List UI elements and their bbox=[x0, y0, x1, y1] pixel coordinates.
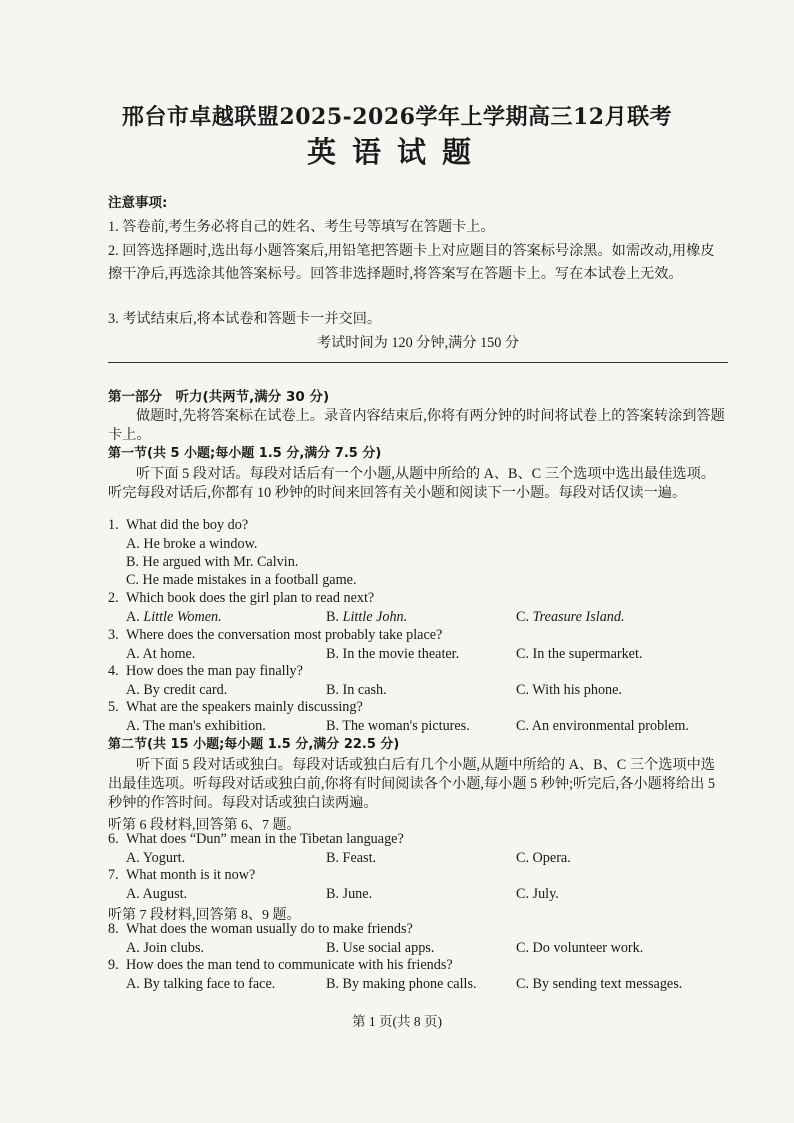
question-number: 7. bbox=[108, 867, 119, 883]
question-text: What month is it now? bbox=[126, 867, 256, 883]
question bbox=[108, 831, 404, 848]
option-c: C. In the supermarket. bbox=[516, 646, 643, 662]
subject-title: 英语试题 bbox=[306, 135, 487, 169]
part1-intro: 做题时,先将答案标在试卷上。录音内容结束后,你将有两分钟的时间将试卷上的答案转涂到答题卡上。 bbox=[108, 408, 725, 443]
question-number: 5. bbox=[108, 699, 119, 715]
notice-item: 3. 考试结束后,将本试卷和答题卡一并交回。 bbox=[108, 311, 382, 327]
question-number: 1. bbox=[108, 517, 119, 533]
question bbox=[108, 867, 256, 884]
question-number: 3. bbox=[108, 627, 119, 643]
section2-intro: 听下面 5 段对话或独白。每段对话或独白后有几个小题,从题中所给的 A、B、C 三个选项中选出最佳选项。听每段对话或独白前,你将有时间阅读各个小题,每小题 5 秒钟;听完后,各小题将给出 5 秒钟的作答时间。每段对话或独白读两遍。 bbox=[108, 757, 715, 811]
option-b: B. By making phone calls. bbox=[326, 976, 477, 992]
notice-item: 2. 回答选择题时,选出每小题答案后,用铅笔把答题卡上对应题目的答案标号涂黑。如需改动,用橡皮擦干净后,再选涂其他答案标号。回答非选择题时,将答案写在答题卡上。写在本试卷上无效。 bbox=[108, 243, 715, 282]
question bbox=[108, 517, 249, 534]
option-c: C. By sending text messages. bbox=[516, 976, 683, 992]
question-text: What does “Dun” mean in the Tibetan language? bbox=[126, 831, 404, 847]
question bbox=[108, 957, 453, 974]
option-b: B. Little John. bbox=[326, 609, 408, 625]
exam-title: 邢台市卓越联盟2025-2026学年上学期高三12月联考 bbox=[121, 104, 673, 130]
page-number: 第 1 页(共 8 页) bbox=[352, 1014, 442, 1029]
option-b: B. He argued with Mr. Calvin. bbox=[126, 554, 299, 570]
question bbox=[108, 699, 363, 716]
question-number: 9. bbox=[108, 957, 119, 973]
question-text: What does the woman usually do to make friends? bbox=[126, 921, 413, 937]
option-b: B. Feast. bbox=[326, 850, 377, 866]
question-text: Which book does the girl plan to read next? bbox=[126, 590, 375, 606]
section2-heading: 第二节(共 15 小题;每小题 1.5 分,满分 22.5 分) bbox=[108, 737, 400, 752]
option-b: B. June. bbox=[326, 886, 373, 902]
option-a: A. Little Women. bbox=[126, 609, 222, 625]
option-c: C. An environmental problem. bbox=[516, 718, 689, 734]
option-c: C. He made mistakes in a football game. bbox=[126, 572, 357, 588]
question-text: What are the speakers mainly discussing? bbox=[126, 699, 363, 715]
option-a: A. By talking face to face. bbox=[126, 976, 276, 992]
option-c: C. With his phone. bbox=[516, 682, 622, 698]
option-c: C. Do volunteer work. bbox=[516, 940, 644, 956]
question bbox=[108, 921, 413, 938]
question-text: Where does the conversation most probably take place? bbox=[126, 627, 443, 643]
section1-intro: 听下面 5 段对话。每段对话后有一个小题,从题中所给的 A、B、C 三个选项中选出最佳选项。听完每段对话后,你都有 10 秒钟的时间来回答有关小题和阅读下一小题。每段对话仅读一遍。 bbox=[108, 466, 715, 501]
notice-heading: 注意事项: bbox=[108, 195, 168, 211]
option-c: C. July. bbox=[516, 886, 559, 902]
option-a: A. Yogurt. bbox=[126, 850, 186, 866]
question bbox=[108, 590, 375, 607]
option-a: A. August. bbox=[126, 886, 188, 902]
option-a: A. The man's exhibition. bbox=[126, 718, 266, 734]
material-note: 听第 6 段材料,回答第 6、7 题。 bbox=[108, 818, 301, 833]
question-number: 2. bbox=[108, 590, 119, 606]
option-c: C. Treasure Island. bbox=[516, 609, 625, 625]
question-number: 8. bbox=[108, 921, 119, 937]
option-b: B. In the movie theater. bbox=[326, 646, 460, 662]
question-number: 6. bbox=[108, 831, 119, 847]
option-a: A. He broke a window. bbox=[126, 536, 258, 552]
question-text: How does the man tend to communicate with his friends? bbox=[126, 957, 453, 973]
section1-heading: 第一节(共 5 小题;每小题 1.5 分,满分 7.5 分) bbox=[108, 446, 382, 461]
option-a: A. At home. bbox=[126, 646, 196, 662]
question-text: How does the man pay finally? bbox=[126, 663, 303, 679]
exam-time-line: 考试时间为 120 分钟,满分 150 分 bbox=[316, 335, 520, 351]
question bbox=[108, 627, 443, 644]
option-a: A. By credit card. bbox=[126, 682, 228, 698]
question-number: 4. bbox=[108, 663, 119, 679]
option-a: A. Join clubs. bbox=[126, 940, 205, 956]
option-b: B. The woman's pictures. bbox=[326, 718, 470, 734]
option-b: B. In cash. bbox=[326, 682, 387, 698]
option-c: C. Opera. bbox=[516, 850, 571, 866]
material-note: 听第 7 段材料,回答第 8、9 题。 bbox=[108, 908, 301, 923]
question-text: What did the boy do? bbox=[126, 517, 249, 533]
part1-heading: 第一部分 听力(共两节,满分 30 分) bbox=[108, 389, 330, 405]
option-b: B. Use social apps. bbox=[326, 940, 435, 956]
question bbox=[108, 663, 303, 680]
divider bbox=[108, 362, 728, 363]
notice-item: 1. 答卷前,考生务必将自己的姓名、考生号等填写在答题卡上。 bbox=[108, 219, 495, 235]
